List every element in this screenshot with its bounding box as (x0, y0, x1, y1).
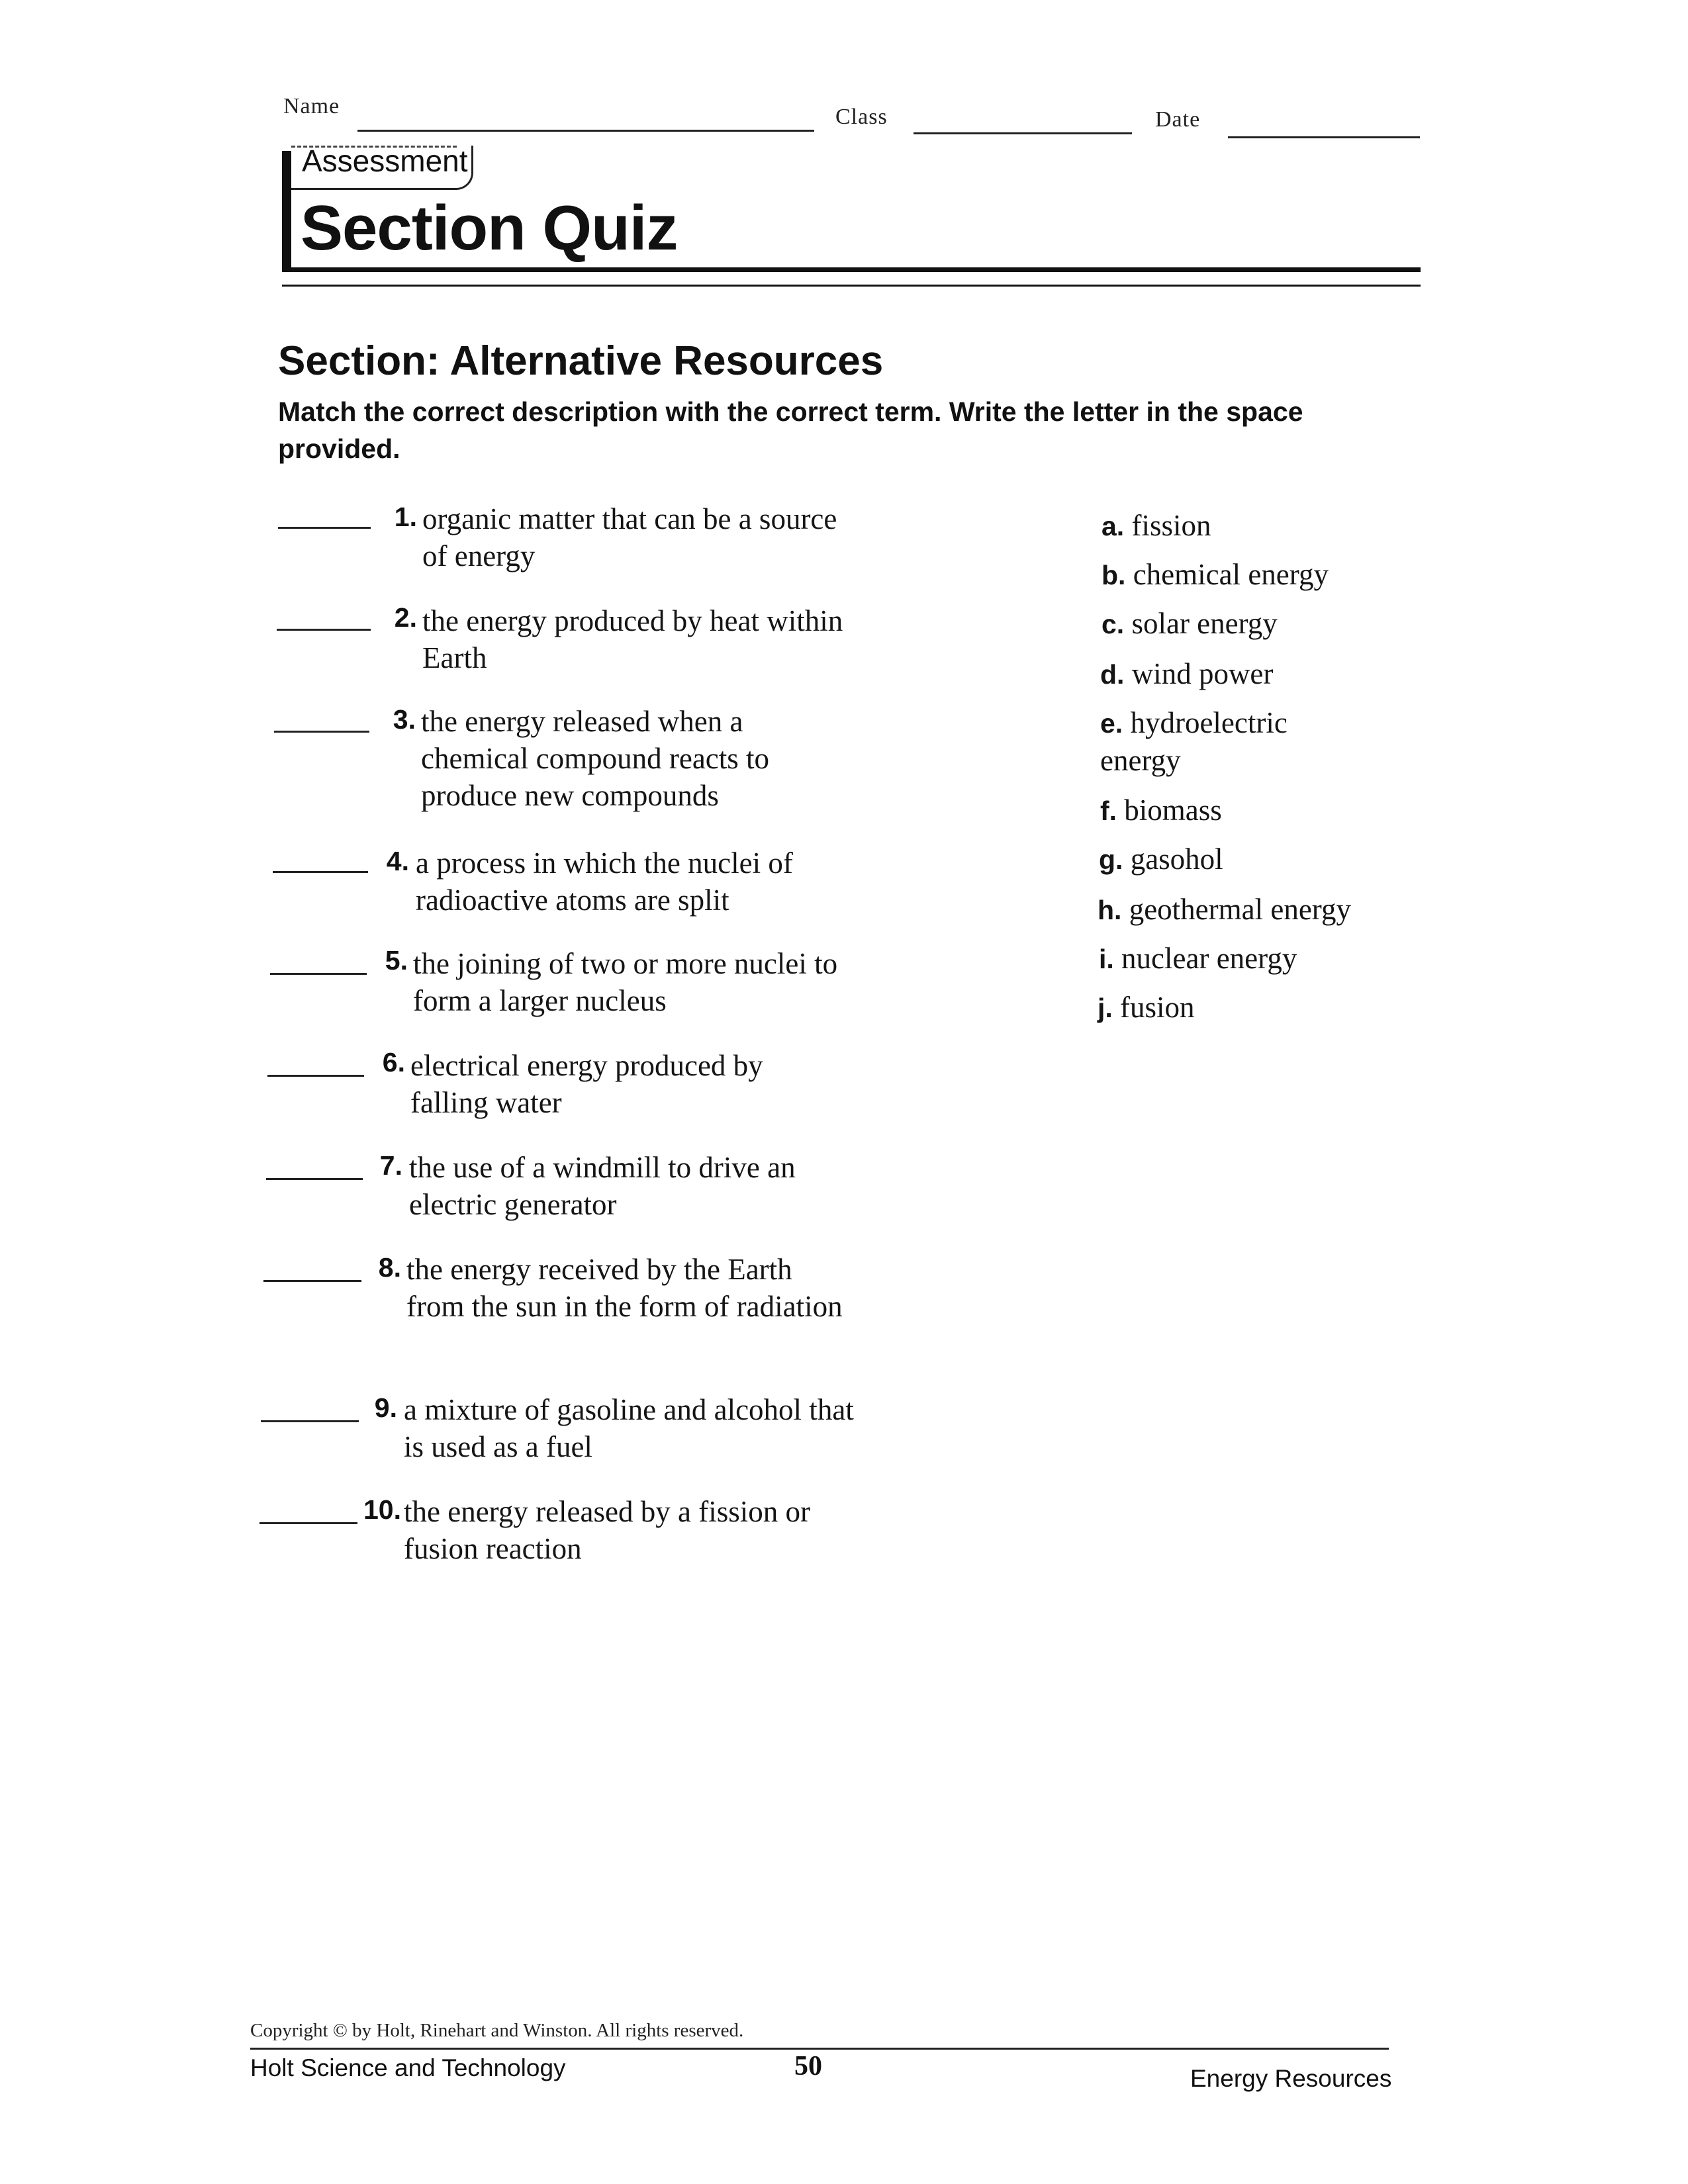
answer-choice (1098, 989, 1195, 1026)
question-number: 4. (386, 846, 409, 876)
answer-letter: j. (1098, 993, 1113, 1023)
answer-blank-3[interactable] (274, 731, 369, 733)
copyright-notice: Copyright © by Holt, Rinehart and Winston. All rights reserved. (250, 2020, 744, 2041)
answer-blank-1[interactable] (278, 527, 371, 529)
answer-letter: f. (1100, 796, 1117, 826)
answer-letter: a. (1102, 511, 1125, 541)
answer-letter: i. (1099, 944, 1114, 974)
question-number: 2. (394, 602, 417, 633)
answer-text: hydroelectric energy (1100, 706, 1288, 777)
answer-text: solar energy (1131, 607, 1278, 640)
assessment-tab: Assessment (302, 144, 468, 178)
name-label: Name (283, 94, 340, 118)
question-text: electrical energy produced by falling water (410, 1049, 763, 1119)
question-number: 1. (394, 502, 417, 532)
answer-text: chemical energy (1133, 558, 1329, 591)
answer-blank-9[interactable] (261, 1420, 359, 1422)
class-field[interactable] (914, 132, 1132, 134)
section-heading: Section: Alternative Resources (278, 338, 884, 384)
question-text: the energy received by the Earth from the sun in the form of radiation (406, 1253, 843, 1323)
answer-text: fusion (1120, 991, 1195, 1024)
answer-text: gasohol (1130, 842, 1223, 876)
answer-text: nuclear energy (1121, 942, 1297, 975)
answer-letter: e. (1100, 708, 1123, 739)
question-text: a mixture of gasoline and alcohol that is used as a fuel (404, 1393, 854, 1463)
question-text: the energy released when a chemical compound reacts to produce new compounds (421, 705, 770, 812)
question-text: organic matter that can be a source of energy (422, 502, 837, 572)
question-number: 10. (363, 1494, 401, 1525)
page-number: 50 (794, 2051, 822, 2081)
answer-letter: b. (1102, 560, 1126, 590)
question-text: the energy released by a fission or fusion reaction (404, 1495, 810, 1565)
answer-choice (1102, 556, 1329, 594)
answer-text: geothermal energy (1129, 893, 1351, 926)
question-number: 3. (393, 704, 416, 735)
answer-letter: c. (1102, 609, 1125, 639)
question-text: a process in which the nuclei of radioactive atoms are split (416, 846, 793, 917)
answer-letter: h. (1098, 895, 1122, 925)
answer-blank-7[interactable] (266, 1178, 363, 1180)
answer-text: fission (1131, 509, 1211, 542)
question-text: the joining of two or more nuclei to form a larger nucleus (413, 947, 838, 1017)
answer-blank-2[interactable] (277, 629, 371, 631)
answer-choice (1099, 940, 1297, 978)
answer-blank-6[interactable] (267, 1075, 364, 1077)
date-field[interactable] (1228, 136, 1420, 138)
answer-blank-10[interactable] (259, 1522, 357, 1524)
question-number: 7. (379, 1150, 402, 1181)
question-number: 8. (378, 1252, 401, 1283)
instructions: Match the correct description with the correct term. Write the letter in the space provided. (278, 396, 1303, 464)
page-title: Section Quiz (301, 193, 678, 263)
question-text: the energy produced by heat within Earth (422, 604, 843, 674)
answer-blank-4[interactable] (273, 871, 368, 873)
answer-letter: d. (1100, 659, 1125, 690)
answer-blank-8[interactable] (263, 1280, 361, 1282)
footer-rule (250, 2048, 1389, 2050)
name-field[interactable] (357, 130, 814, 132)
answer-choice (1100, 704, 1299, 779)
answer-choice (1099, 841, 1223, 878)
date-label: Date (1155, 107, 1201, 132)
answer-choice (1098, 891, 1351, 929)
question-number: 9. (374, 1392, 397, 1423)
chapter-name: Energy Resources (1190, 2065, 1392, 2092)
answer-choice (1102, 507, 1211, 545)
question-text: the use of a windmill to drive an electric generator (409, 1151, 796, 1221)
answer-text: wind power (1131, 657, 1274, 690)
answer-letter: g. (1099, 844, 1123, 875)
title-rule-secondary (282, 285, 1421, 287)
answer-text: biomass (1124, 794, 1222, 827)
answer-choice (1100, 792, 1222, 829)
title-rule (282, 267, 1421, 272)
answer-blank-5[interactable] (270, 973, 367, 975)
header-accent-bar (282, 151, 291, 270)
answer-choice (1102, 605, 1278, 643)
publisher-name: Holt Science and Technology (250, 2054, 566, 2081)
question-number: 6. (382, 1047, 405, 1077)
class-label: Class (835, 105, 888, 129)
answer-choice (1100, 655, 1273, 693)
question-number: 5. (385, 945, 408, 976)
